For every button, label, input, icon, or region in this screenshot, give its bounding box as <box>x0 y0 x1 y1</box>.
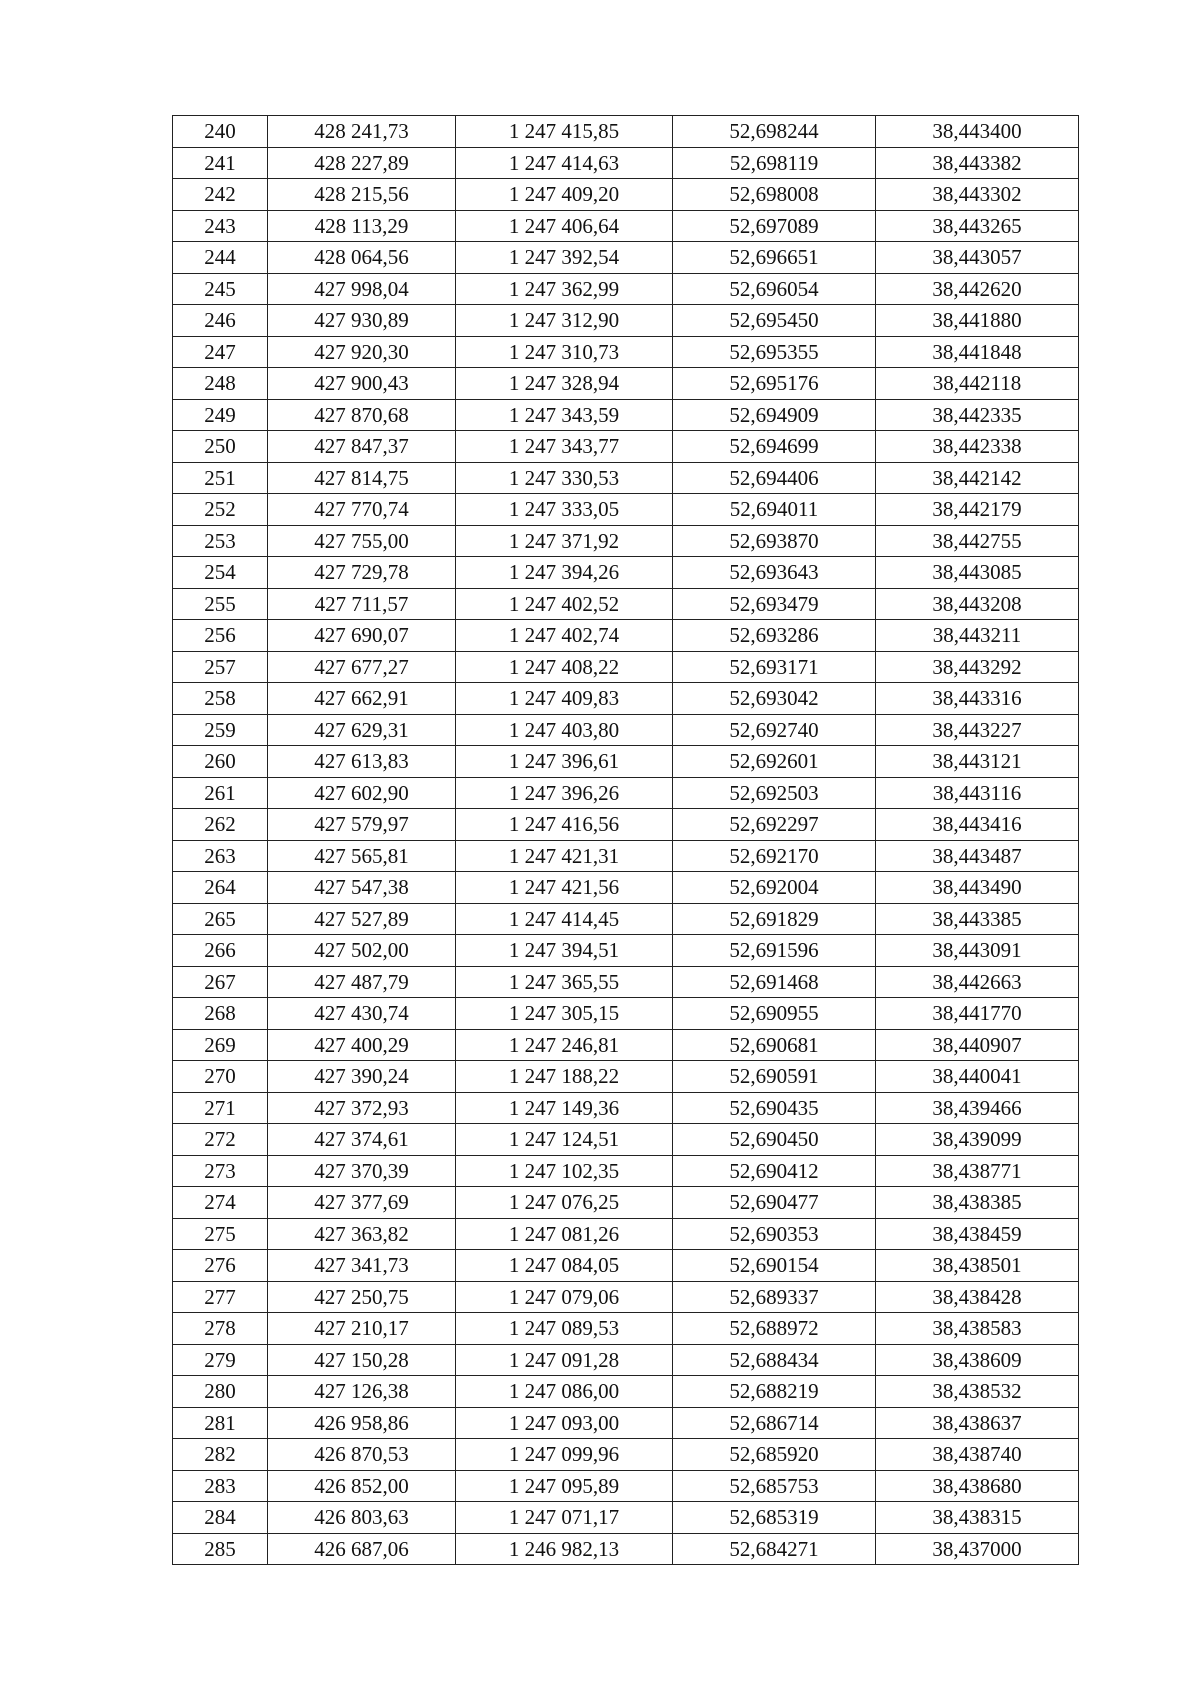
latitude-cell: 52,696651 <box>673 242 876 274</box>
longitude-cell: 38,443400 <box>876 116 1079 148</box>
x-coordinate-cell: 428 064,56 <box>268 242 456 274</box>
longitude-cell: 38,437000 <box>876 1533 1079 1565</box>
y-coordinate-cell: 1 247 408,22 <box>456 651 673 683</box>
table-row <box>173 210 1079 242</box>
x-coordinate-cell: 427 150,28 <box>268 1344 456 1376</box>
y-coordinate-cell: 1 247 328,94 <box>456 368 673 400</box>
point-number-cell: 247 <box>173 336 268 368</box>
table-row <box>173 368 1079 400</box>
table-row <box>173 116 1079 148</box>
y-coordinate-cell: 1 247 362,99 <box>456 273 673 305</box>
y-coordinate-cell: 1 247 095,89 <box>456 1470 673 1502</box>
longitude-cell: 38,442142 <box>876 462 1079 494</box>
point-number-cell: 279 <box>173 1344 268 1376</box>
table-row <box>173 462 1079 494</box>
y-coordinate-cell: 1 247 421,56 <box>456 872 673 904</box>
longitude-cell: 38,440041 <box>876 1061 1079 1093</box>
longitude-cell: 38,443416 <box>876 809 1079 841</box>
table-row <box>173 1155 1079 1187</box>
point-number-cell: 266 <box>173 935 268 967</box>
longitude-cell: 38,443085 <box>876 557 1079 589</box>
table-row <box>173 273 1079 305</box>
y-coordinate-cell: 1 247 416,56 <box>456 809 673 841</box>
table-row <box>173 1218 1079 1250</box>
latitude-cell: 52,698008 <box>673 179 876 211</box>
point-number-cell: 281 <box>173 1407 268 1439</box>
table-row <box>173 1407 1079 1439</box>
longitude-cell: 38,438680 <box>876 1470 1079 1502</box>
y-coordinate-cell: 1 247 305,15 <box>456 998 673 1030</box>
longitude-cell: 38,443121 <box>876 746 1079 778</box>
x-coordinate-cell: 427 770,74 <box>268 494 456 526</box>
longitude-cell: 38,442335 <box>876 399 1079 431</box>
x-coordinate-cell: 427 870,68 <box>268 399 456 431</box>
y-coordinate-cell: 1 247 246,81 <box>456 1029 673 1061</box>
latitude-cell: 52,688972 <box>673 1313 876 1345</box>
longitude-cell: 38,443302 <box>876 179 1079 211</box>
table-row <box>173 683 1079 715</box>
point-number-cell: 257 <box>173 651 268 683</box>
x-coordinate-cell: 427 662,91 <box>268 683 456 715</box>
y-coordinate-cell: 1 247 396,61 <box>456 746 673 778</box>
point-number-cell: 254 <box>173 557 268 589</box>
latitude-cell: 52,685753 <box>673 1470 876 1502</box>
latitude-cell: 52,690591 <box>673 1061 876 1093</box>
point-number-cell: 278 <box>173 1313 268 1345</box>
point-number-cell: 250 <box>173 431 268 463</box>
point-number-cell: 258 <box>173 683 268 715</box>
point-number-cell: 245 <box>173 273 268 305</box>
table-row <box>173 1439 1079 1471</box>
latitude-cell: 52,693479 <box>673 588 876 620</box>
y-coordinate-cell: 1 247 149,36 <box>456 1092 673 1124</box>
point-number-cell: 273 <box>173 1155 268 1187</box>
longitude-cell: 38,443382 <box>876 147 1079 179</box>
x-coordinate-cell: 427 400,29 <box>268 1029 456 1061</box>
table-row <box>173 903 1079 935</box>
y-coordinate-cell: 1 247 402,52 <box>456 588 673 620</box>
point-number-cell: 252 <box>173 494 268 526</box>
x-coordinate-cell: 427 711,57 <box>268 588 456 620</box>
x-coordinate-cell: 428 227,89 <box>268 147 456 179</box>
x-coordinate-cell: 427 677,27 <box>268 651 456 683</box>
point-number-cell: 276 <box>173 1250 268 1282</box>
y-coordinate-cell: 1 247 310,73 <box>456 336 673 368</box>
point-number-cell: 275 <box>173 1218 268 1250</box>
y-coordinate-cell: 1 247 102,35 <box>456 1155 673 1187</box>
longitude-cell: 38,443211 <box>876 620 1079 652</box>
point-number-cell: 261 <box>173 777 268 809</box>
x-coordinate-cell: 428 215,56 <box>268 179 456 211</box>
latitude-cell: 52,693042 <box>673 683 876 715</box>
y-coordinate-cell: 1 247 415,85 <box>456 116 673 148</box>
y-coordinate-cell: 1 247 312,90 <box>456 305 673 337</box>
longitude-cell: 38,438583 <box>876 1313 1079 1345</box>
table-row <box>173 1187 1079 1219</box>
x-coordinate-cell: 427 565,81 <box>268 840 456 872</box>
latitude-cell: 52,696054 <box>673 273 876 305</box>
x-coordinate-cell: 426 852,00 <box>268 1470 456 1502</box>
latitude-cell: 52,691468 <box>673 966 876 998</box>
latitude-cell: 52,686714 <box>673 1407 876 1439</box>
latitude-cell: 52,690154 <box>673 1250 876 1282</box>
point-number-cell: 243 <box>173 210 268 242</box>
latitude-cell: 52,692503 <box>673 777 876 809</box>
latitude-cell: 52,695450 <box>673 305 876 337</box>
table-row <box>173 1502 1079 1534</box>
table-row <box>173 935 1079 967</box>
latitude-cell: 52,693870 <box>673 525 876 557</box>
coordinates-table-body <box>173 116 1079 1565</box>
point-number-cell: 242 <box>173 179 268 211</box>
latitude-cell: 52,693643 <box>673 557 876 589</box>
y-coordinate-cell: 1 247 414,63 <box>456 147 673 179</box>
point-number-cell: 241 <box>173 147 268 179</box>
latitude-cell: 52,692601 <box>673 746 876 778</box>
x-coordinate-cell: 427 613,83 <box>268 746 456 778</box>
table-row <box>173 305 1079 337</box>
point-number-cell: 267 <box>173 966 268 998</box>
x-coordinate-cell: 426 687,06 <box>268 1533 456 1565</box>
latitude-cell: 52,694406 <box>673 462 876 494</box>
y-coordinate-cell: 1 247 414,45 <box>456 903 673 935</box>
table-row <box>173 1470 1079 1502</box>
latitude-cell: 52,688434 <box>673 1344 876 1376</box>
y-coordinate-cell: 1 246 982,13 <box>456 1533 673 1565</box>
latitude-cell: 52,690681 <box>673 1029 876 1061</box>
x-coordinate-cell: 427 920,30 <box>268 336 456 368</box>
latitude-cell: 52,697089 <box>673 210 876 242</box>
latitude-cell: 52,692004 <box>673 872 876 904</box>
longitude-cell: 38,443116 <box>876 777 1079 809</box>
y-coordinate-cell: 1 247 409,83 <box>456 683 673 715</box>
x-coordinate-cell: 427 374,61 <box>268 1124 456 1156</box>
longitude-cell: 38,442663 <box>876 966 1079 998</box>
latitude-cell: 52,692170 <box>673 840 876 872</box>
table-row <box>173 336 1079 368</box>
y-coordinate-cell: 1 247 406,64 <box>456 210 673 242</box>
latitude-cell: 52,690450 <box>673 1124 876 1156</box>
longitude-cell: 38,440907 <box>876 1029 1079 1061</box>
x-coordinate-cell: 427 126,38 <box>268 1376 456 1408</box>
x-coordinate-cell: 427 430,74 <box>268 998 456 1030</box>
point-number-cell: 253 <box>173 525 268 557</box>
point-number-cell: 260 <box>173 746 268 778</box>
y-coordinate-cell: 1 247 333,05 <box>456 494 673 526</box>
table-row <box>173 588 1079 620</box>
longitude-cell: 38,438740 <box>876 1439 1079 1471</box>
point-number-cell: 264 <box>173 872 268 904</box>
y-coordinate-cell: 1 247 396,26 <box>456 777 673 809</box>
point-number-cell: 262 <box>173 809 268 841</box>
y-coordinate-cell: 1 247 091,28 <box>456 1344 673 1376</box>
table-row <box>173 242 1079 274</box>
y-coordinate-cell: 1 247 084,05 <box>456 1250 673 1282</box>
table-row <box>173 1029 1079 1061</box>
longitude-cell: 38,438385 <box>876 1187 1079 1219</box>
point-number-cell: 284 <box>173 1502 268 1534</box>
longitude-cell: 38,442338 <box>876 431 1079 463</box>
x-coordinate-cell: 427 814,75 <box>268 462 456 494</box>
point-number-cell: 244 <box>173 242 268 274</box>
table-row <box>173 1250 1079 1282</box>
y-coordinate-cell: 1 247 099,96 <box>456 1439 673 1471</box>
latitude-cell: 52,690353 <box>673 1218 876 1250</box>
point-number-cell: 285 <box>173 1533 268 1565</box>
y-coordinate-cell: 1 247 394,51 <box>456 935 673 967</box>
x-coordinate-cell: 427 487,79 <box>268 966 456 998</box>
x-coordinate-cell: 427 341,73 <box>268 1250 456 1282</box>
longitude-cell: 38,441770 <box>876 998 1079 1030</box>
latitude-cell: 52,692297 <box>673 809 876 841</box>
point-number-cell: 270 <box>173 1061 268 1093</box>
latitude-cell: 52,691596 <box>673 935 876 967</box>
latitude-cell: 52,689337 <box>673 1281 876 1313</box>
longitude-cell: 38,443227 <box>876 714 1079 746</box>
longitude-cell: 38,438609 <box>876 1344 1079 1376</box>
latitude-cell: 52,690412 <box>673 1155 876 1187</box>
table-row <box>173 1344 1079 1376</box>
x-coordinate-cell: 426 958,86 <box>268 1407 456 1439</box>
longitude-cell: 38,442118 <box>876 368 1079 400</box>
table-row <box>173 494 1079 526</box>
table-row <box>173 1376 1079 1408</box>
x-coordinate-cell: 428 241,73 <box>268 116 456 148</box>
point-number-cell: 265 <box>173 903 268 935</box>
x-coordinate-cell: 427 370,39 <box>268 1155 456 1187</box>
longitude-cell: 38,438771 <box>876 1155 1079 1187</box>
y-coordinate-cell: 1 247 124,51 <box>456 1124 673 1156</box>
y-coordinate-cell: 1 247 409,20 <box>456 179 673 211</box>
y-coordinate-cell: 1 247 403,80 <box>456 714 673 746</box>
table-row <box>173 809 1079 841</box>
longitude-cell: 38,438428 <box>876 1281 1079 1313</box>
longitude-cell: 38,438532 <box>876 1376 1079 1408</box>
latitude-cell: 52,685319 <box>673 1502 876 1534</box>
x-coordinate-cell: 427 527,89 <box>268 903 456 935</box>
y-coordinate-cell: 1 247 343,77 <box>456 431 673 463</box>
longitude-cell: 38,441880 <box>876 305 1079 337</box>
table-row <box>173 1124 1079 1156</box>
latitude-cell: 52,691829 <box>673 903 876 935</box>
x-coordinate-cell: 427 847,37 <box>268 431 456 463</box>
table-row <box>173 966 1079 998</box>
point-number-cell: 271 <box>173 1092 268 1124</box>
x-coordinate-cell: 427 602,90 <box>268 777 456 809</box>
x-coordinate-cell: 427 579,97 <box>268 809 456 841</box>
y-coordinate-cell: 1 247 402,74 <box>456 620 673 652</box>
point-number-cell: 248 <box>173 368 268 400</box>
longitude-cell: 38,443487 <box>876 840 1079 872</box>
y-coordinate-cell: 1 247 188,22 <box>456 1061 673 1093</box>
y-coordinate-cell: 1 247 392,54 <box>456 242 673 274</box>
longitude-cell: 38,438315 <box>876 1502 1079 1534</box>
latitude-cell: 52,694011 <box>673 494 876 526</box>
point-number-cell: 282 <box>173 1439 268 1471</box>
y-coordinate-cell: 1 247 079,06 <box>456 1281 673 1313</box>
point-number-cell: 280 <box>173 1376 268 1408</box>
longitude-cell: 38,443057 <box>876 242 1079 274</box>
point-number-cell: 272 <box>173 1124 268 1156</box>
x-coordinate-cell: 427 210,17 <box>268 1313 456 1345</box>
x-coordinate-cell: 427 390,24 <box>268 1061 456 1093</box>
y-coordinate-cell: 1 247 093,00 <box>456 1407 673 1439</box>
table-row <box>173 179 1079 211</box>
latitude-cell: 52,694699 <box>673 431 876 463</box>
latitude-cell: 52,690955 <box>673 998 876 1030</box>
table-row <box>173 1533 1079 1565</box>
longitude-cell: 38,439466 <box>876 1092 1079 1124</box>
longitude-cell: 38,441848 <box>876 336 1079 368</box>
longitude-cell: 38,442620 <box>876 273 1079 305</box>
point-number-cell: 263 <box>173 840 268 872</box>
table-row <box>173 620 1079 652</box>
table-row <box>173 1281 1079 1313</box>
x-coordinate-cell: 427 250,75 <box>268 1281 456 1313</box>
x-coordinate-cell: 427 377,69 <box>268 1187 456 1219</box>
longitude-cell: 38,443385 <box>876 903 1079 935</box>
longitude-cell: 38,443265 <box>876 210 1079 242</box>
point-number-cell: 259 <box>173 714 268 746</box>
latitude-cell: 52,693171 <box>673 651 876 683</box>
table-row <box>173 651 1079 683</box>
table-row <box>173 777 1079 809</box>
table-row <box>173 872 1079 904</box>
latitude-cell: 52,684271 <box>673 1533 876 1565</box>
table-row <box>173 1061 1079 1093</box>
point-number-cell: 246 <box>173 305 268 337</box>
latitude-cell: 52,693286 <box>673 620 876 652</box>
table-row <box>173 746 1079 778</box>
y-coordinate-cell: 1 247 421,31 <box>456 840 673 872</box>
x-coordinate-cell: 427 629,31 <box>268 714 456 746</box>
x-coordinate-cell: 426 803,63 <box>268 1502 456 1534</box>
table-row <box>173 1313 1079 1345</box>
latitude-cell: 52,698244 <box>673 116 876 148</box>
x-coordinate-cell: 427 930,89 <box>268 305 456 337</box>
longitude-cell: 38,438501 <box>876 1250 1079 1282</box>
latitude-cell: 52,688219 <box>673 1376 876 1408</box>
point-number-cell: 269 <box>173 1029 268 1061</box>
latitude-cell: 52,692740 <box>673 714 876 746</box>
point-number-cell: 255 <box>173 588 268 620</box>
table-row <box>173 399 1079 431</box>
point-number-cell: 274 <box>173 1187 268 1219</box>
latitude-cell: 52,685920 <box>673 1439 876 1471</box>
point-number-cell: 256 <box>173 620 268 652</box>
x-coordinate-cell: 427 363,82 <box>268 1218 456 1250</box>
x-coordinate-cell: 427 690,07 <box>268 620 456 652</box>
latitude-cell: 52,695355 <box>673 336 876 368</box>
y-coordinate-cell: 1 247 330,53 <box>456 462 673 494</box>
table-row <box>173 840 1079 872</box>
table-row <box>173 998 1079 1030</box>
longitude-cell: 38,442179 <box>876 494 1079 526</box>
longitude-cell: 38,443208 <box>876 588 1079 620</box>
x-coordinate-cell: 427 900,43 <box>268 368 456 400</box>
x-coordinate-cell: 427 502,00 <box>268 935 456 967</box>
longitude-cell: 38,443316 <box>876 683 1079 715</box>
x-coordinate-cell: 428 113,29 <box>268 210 456 242</box>
point-number-cell: 268 <box>173 998 268 1030</box>
longitude-cell: 38,438459 <box>876 1218 1079 1250</box>
y-coordinate-cell: 1 247 081,26 <box>456 1218 673 1250</box>
table-row <box>173 1092 1079 1124</box>
y-coordinate-cell: 1 247 343,59 <box>456 399 673 431</box>
coordinates-table <box>172 115 1079 1565</box>
x-coordinate-cell: 427 755,00 <box>268 525 456 557</box>
longitude-cell: 38,439099 <box>876 1124 1079 1156</box>
y-coordinate-cell: 1 247 089,53 <box>456 1313 673 1345</box>
longitude-cell: 38,443292 <box>876 651 1079 683</box>
table-row <box>173 431 1079 463</box>
point-number-cell: 249 <box>173 399 268 431</box>
latitude-cell: 52,695176 <box>673 368 876 400</box>
y-coordinate-cell: 1 247 071,17 <box>456 1502 673 1534</box>
longitude-cell: 38,438637 <box>876 1407 1079 1439</box>
y-coordinate-cell: 1 247 394,26 <box>456 557 673 589</box>
table-row <box>173 147 1079 179</box>
x-coordinate-cell: 427 547,38 <box>268 872 456 904</box>
y-coordinate-cell: 1 247 076,25 <box>456 1187 673 1219</box>
longitude-cell: 38,443490 <box>876 872 1079 904</box>
point-number-cell: 240 <box>173 116 268 148</box>
x-coordinate-cell: 427 729,78 <box>268 557 456 589</box>
latitude-cell: 52,694909 <box>673 399 876 431</box>
x-coordinate-cell: 427 372,93 <box>268 1092 456 1124</box>
table-row <box>173 557 1079 589</box>
point-number-cell: 283 <box>173 1470 268 1502</box>
table-row <box>173 714 1079 746</box>
latitude-cell: 52,690477 <box>673 1187 876 1219</box>
latitude-cell: 52,698119 <box>673 147 876 179</box>
longitude-cell: 38,442755 <box>876 525 1079 557</box>
longitude-cell: 38,443091 <box>876 935 1079 967</box>
y-coordinate-cell: 1 247 086,00 <box>456 1376 673 1408</box>
point-number-cell: 251 <box>173 462 268 494</box>
table-row <box>173 525 1079 557</box>
x-coordinate-cell: 427 998,04 <box>268 273 456 305</box>
y-coordinate-cell: 1 247 365,55 <box>456 966 673 998</box>
point-number-cell: 277 <box>173 1281 268 1313</box>
latitude-cell: 52,690435 <box>673 1092 876 1124</box>
x-coordinate-cell: 426 870,53 <box>268 1439 456 1471</box>
y-coordinate-cell: 1 247 371,92 <box>456 525 673 557</box>
